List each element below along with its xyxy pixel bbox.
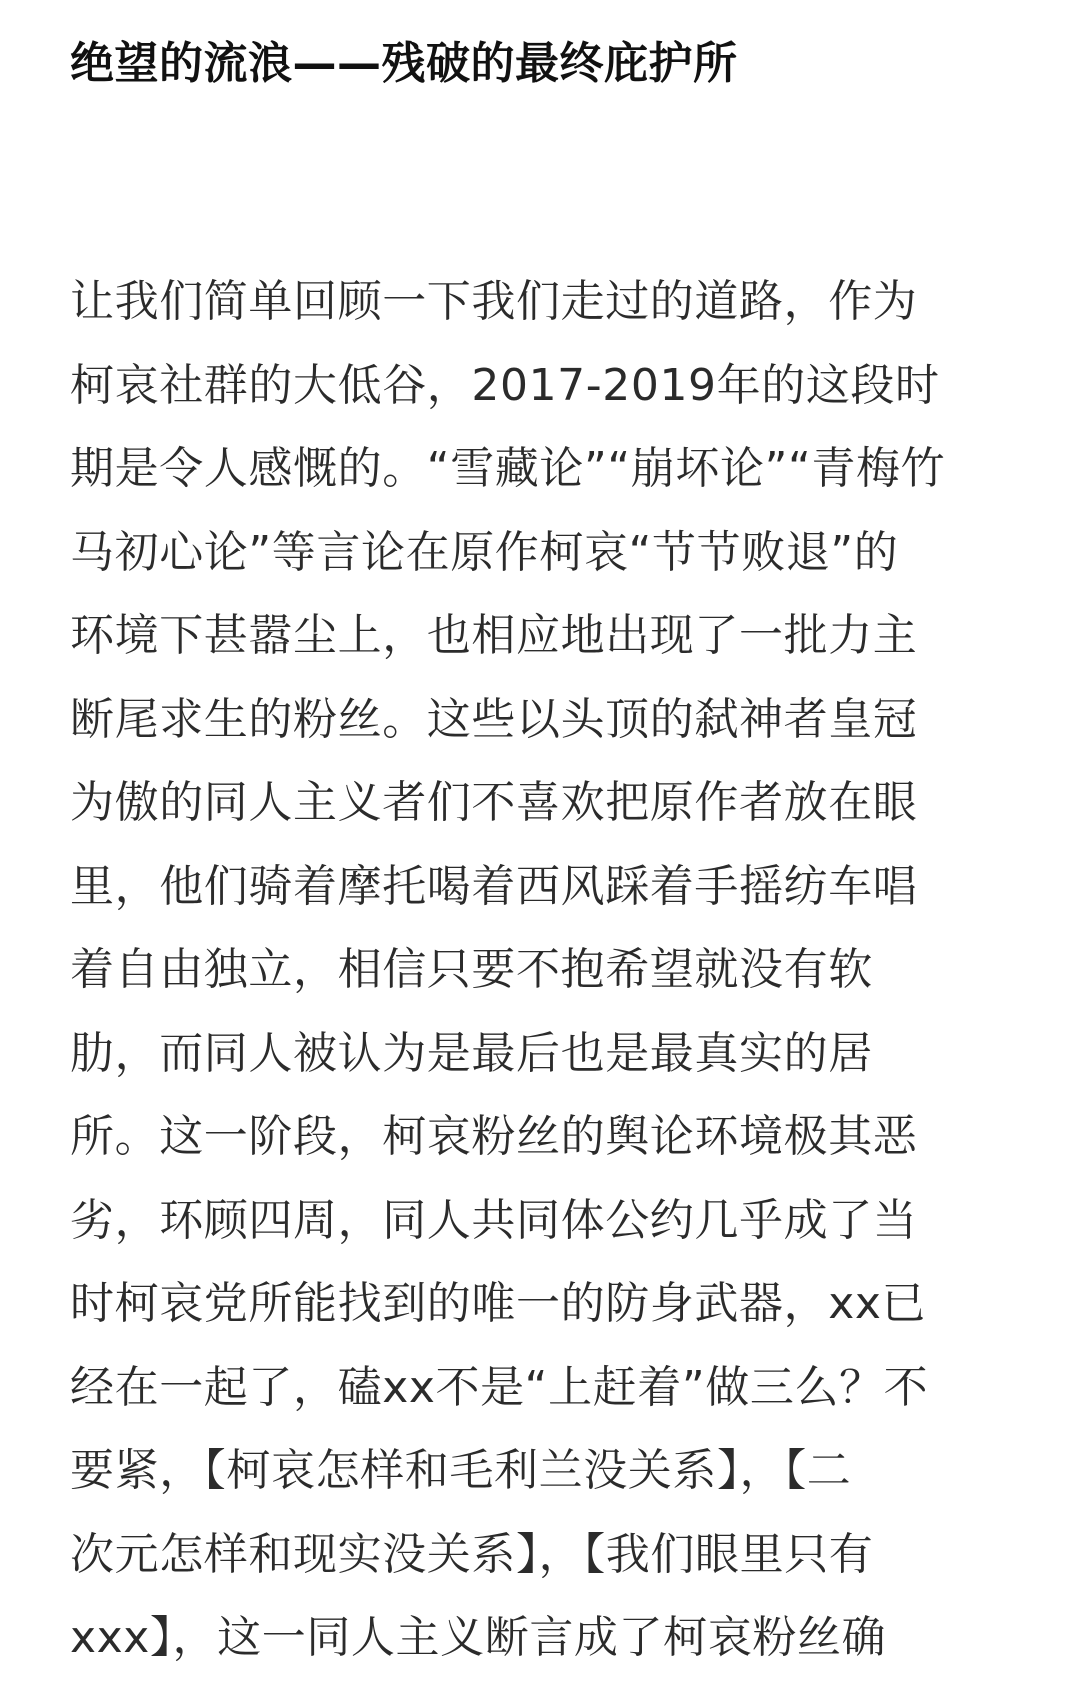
paragraph-line: 时柯哀党所能找到的唯一的防身武器，xx已 — [70, 1278, 927, 1329]
paragraph-line: xxx】，这一同人主义断言成了柯哀粉丝确 — [70, 1612, 887, 1663]
paragraph-line: 断尾求生的粉丝。这些以头顶的弑神者皇冠 — [70, 693, 918, 745]
paragraph-line: 期是令人感慨的。“雪藏论”“崩坏论”“青梅竹 — [70, 443, 946, 494]
paragraph-line: 马初心论”等言论在原作柯哀“节节败退”的 — [70, 526, 899, 578]
paragraph-line: 柯哀社群的大低谷，2017-2019年的这段时 — [70, 359, 940, 411]
paragraph-line: 要紧，【柯哀怎样和毛利兰没关系】，【二 — [70, 1445, 852, 1496]
paragraph-line: 里，他们骑着摩托喝着西风踩着手摇纺车唱 — [70, 860, 918, 912]
paragraph-line: 劣，环顾四周，同人共同体公约几乎成了当 — [70, 1194, 918, 1246]
article-title: 绝望的流浪——残破的最终庇护所 — [70, 38, 738, 89]
paragraph-line: 为傲的同人主义者们不喜欢把原作者放在眼 — [70, 777, 918, 828]
paragraph-line: 着自由独立，相信只要不抱希望就没有软 — [70, 944, 873, 995]
paragraph-line: 环境下甚嚣尘上，也相应地出现了一批力主 — [70, 610, 918, 661]
paragraph-line: 次元怎样和现实没关系】，【我们眼里只有 — [70, 1528, 874, 1580]
paragraph-line: 经在一起了，磕xx不是“上赶着”做三么？不 — [70, 1361, 929, 1413]
paragraph-line: 肋，而同人被认为是最后也是最真实的居 — [70, 1027, 873, 1079]
article-paragraph — [70, 260, 1030, 1680]
paragraph-line: 所。这一阶段，柯哀粉丝的舆论环境极其恶 — [70, 1111, 918, 1162]
paragraph-line: 让我们简单回顾一下我们走过的道路，作为 — [70, 276, 918, 327]
